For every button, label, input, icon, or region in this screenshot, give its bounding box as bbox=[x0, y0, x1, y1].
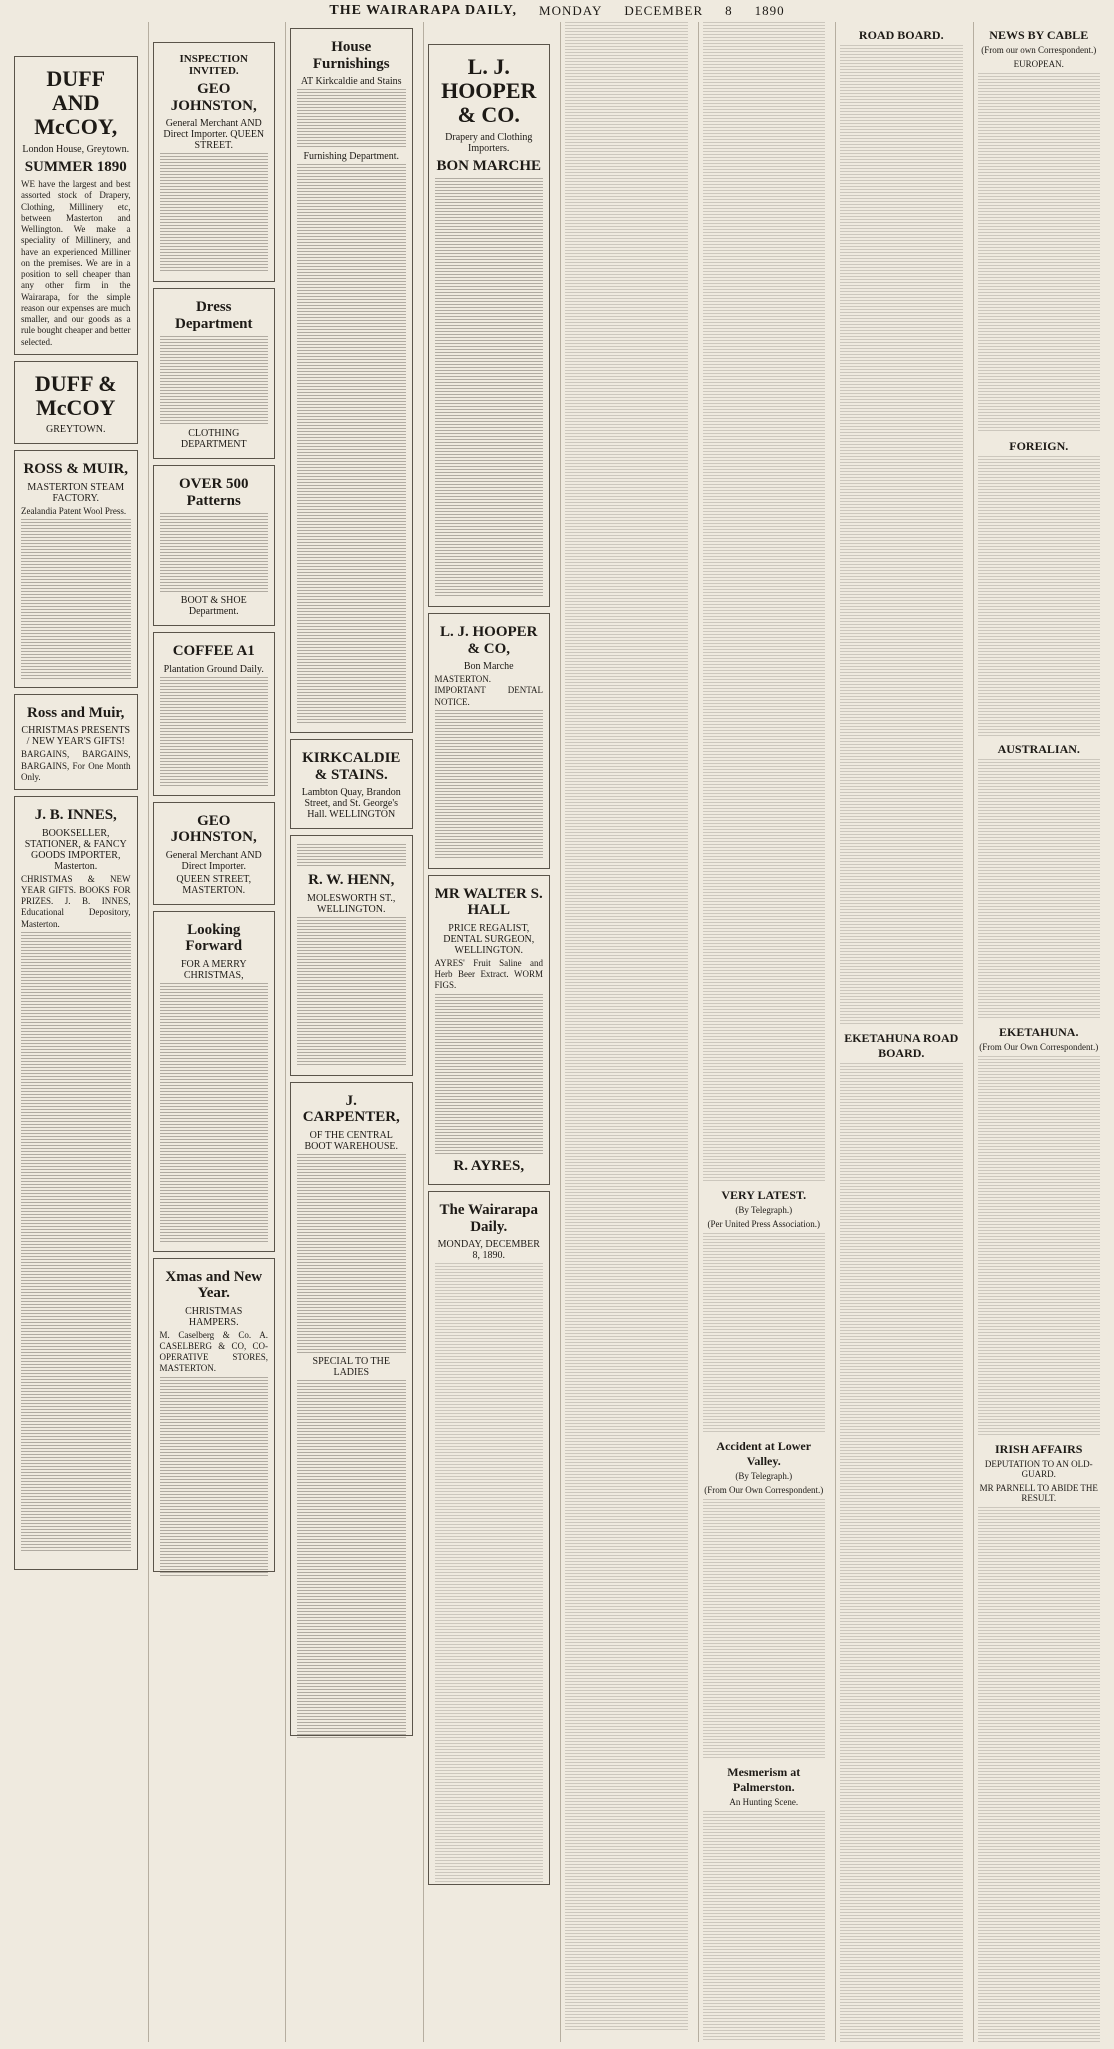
ad-house-furnishings bbox=[290, 28, 413, 733]
ad-innes-sub: BOOKSELLER, STATIONER, & FANCY GOODS IMPORTER, Masterton. bbox=[24, 827, 127, 872]
ad-duff-mccoy-footer bbox=[14, 361, 138, 444]
ad-duff-mccoy-text: WE have the largest and best assorted stock of Drapery, Clothing, Millinery etc, between Masterton and Wellington. We make a speciality of Millinery, and have an experienced Milliner on the premises. We are in a position to sell cheaper than any other firm in the Wairarapa, for the simple reason our expenses are much smaller, and our goods as a rule bought cheaper and better selected. bbox=[21, 179, 131, 347]
ad-geo-johnston-title: GEO JOHNSTON, bbox=[170, 81, 257, 114]
ad-carpenter-title: J. CARPENTER, bbox=[302, 1092, 400, 1125]
column-7 bbox=[835, 22, 967, 2042]
ad-kirkcaldie-stains bbox=[290, 739, 413, 829]
ad-ross-muir-2 bbox=[14, 694, 138, 790]
ad-henn-sub: MOLESWORTH ST., WELLINGTON. bbox=[307, 892, 396, 915]
ad-hooper-2-text: MASTERTON. IMPORTANT DENTAL NOTICE. bbox=[434, 674, 543, 707]
ad-geo-johnston-lines bbox=[160, 153, 269, 273]
ad-hooper-2-lines bbox=[435, 710, 544, 860]
ad-coffee-lines bbox=[160, 677, 269, 787]
ad-clothing-dept: CLOTHING DEPARTMENT bbox=[180, 428, 247, 450]
ad-boot-shoe: BOOT & SHOE Department. bbox=[180, 595, 247, 617]
ad-hooper-2-sub: Bon Marche bbox=[463, 661, 514, 673]
very-latest-assoc: (Per United Press Association.) bbox=[707, 1219, 820, 1229]
ad-carpenter bbox=[290, 1082, 413, 1736]
ad-geo-johnston-head: INSPECTION INVITED. bbox=[179, 53, 248, 77]
ad-coffee-sub: Plantation Ground Daily. bbox=[163, 663, 264, 675]
ad-looking-forward-title: Looking Forward bbox=[185, 921, 243, 954]
ad-hooper-title: L. J. HOOPER & CO. bbox=[441, 54, 537, 128]
ad-xmas-title: Xmas and New Year. bbox=[165, 1268, 263, 1301]
masthead-year: 1890 bbox=[754, 3, 785, 18]
accident-sub: (By Telegraph.) bbox=[735, 1471, 793, 1481]
ad-looking-forward bbox=[153, 911, 276, 1252]
ad-xmas-new-year bbox=[153, 1258, 276, 1572]
ad-xmas-lines bbox=[160, 1377, 269, 1577]
ad-hall-title: MR WALTER S. HALL bbox=[434, 885, 543, 919]
news-foreign-title: FOREIGN. bbox=[1009, 439, 1069, 453]
ad-geo-johnston-2-title: GEO JOHNSTON, bbox=[170, 812, 257, 845]
ad-xmas-sub: CHRISTMAS HAMPERS. bbox=[185, 1305, 243, 1328]
column-4 bbox=[423, 22, 555, 2042]
ad-innes-title: J. B. INNES, bbox=[34, 807, 117, 824]
ad-geo-johnston-2-sub: General Merchant AND Direct Importer. bbox=[165, 849, 262, 872]
ad-hooper-2-title: L. J. HOOPER & CO, bbox=[439, 624, 538, 657]
ad-ayres-lines bbox=[435, 994, 544, 1154]
ad-ayres-title: R. AYRES, bbox=[453, 1157, 525, 1174]
ad-ross-muir-title: ROSS & MUIR, bbox=[23, 461, 129, 478]
ad-hall-sub: PRICE REGALIST, DENTAL SURGEON, WELLINGTON. bbox=[443, 922, 535, 956]
page-masthead bbox=[10, 2, 1104, 20]
ad-carpenter-lines bbox=[297, 1154, 406, 1354]
ad-coffee-title: COFFEE A1 bbox=[172, 643, 255, 659]
ad-dress-dept-lines bbox=[160, 336, 269, 426]
ad-looking-forward-lines bbox=[160, 983, 269, 1243]
ad-dress-dept-title: Dress Department bbox=[175, 299, 253, 332]
ad-carpenter-lines-2 bbox=[297, 1380, 406, 1740]
masthead-date: 8 bbox=[725, 3, 733, 18]
article-body-c5 bbox=[565, 22, 688, 2030]
ad-dress-dept bbox=[153, 288, 276, 459]
ad-innes-lines bbox=[21, 932, 131, 1552]
ad-geo-johnston bbox=[153, 42, 276, 282]
eketahuna-road-board-body bbox=[840, 1063, 963, 2042]
ad-patterns bbox=[153, 465, 276, 626]
news-by-cable-title: NEWS BY CABLE bbox=[989, 28, 1089, 42]
eketahuna-road-board-title: EKETAHUNA ROAD BOARD. bbox=[844, 1031, 959, 1060]
ad-ross-muir-2-text: BARGAINS, BARGAINS, BARGAINS, For One Month Only. bbox=[21, 749, 131, 782]
irish-affairs-body bbox=[978, 1507, 1101, 2042]
ad-coffee bbox=[153, 632, 276, 796]
accident-title: Accident at Lower Valley. bbox=[716, 1439, 812, 1468]
ad-henn-lines-top bbox=[297, 844, 406, 868]
ad-house-furnishings-sub: AT Kirkcaldie and Stains bbox=[300, 76, 402, 87]
very-latest-body bbox=[703, 1233, 826, 1433]
news-australian-body bbox=[978, 759, 1101, 1019]
editorial-masthead bbox=[428, 1191, 551, 1885]
ad-patterns-title: OVER 500 Patterns bbox=[178, 476, 249, 509]
ad-innes bbox=[14, 796, 138, 1570]
ad-henn bbox=[290, 835, 413, 1076]
column-6 bbox=[698, 22, 830, 2042]
ad-house-furnishings-lines-2 bbox=[297, 164, 406, 724]
news-european: EUROPEAN. bbox=[1013, 59, 1064, 69]
ad-ross-muir-2-sub: CHRISTMAS PRESENTS / NEW YEAR'S GIFTS! bbox=[21, 725, 131, 748]
ad-carpenter-sub: OF THE CENTRAL BOOT WAREHOUSE. bbox=[304, 1129, 399, 1152]
road-board-body bbox=[840, 45, 963, 1025]
ad-hooper bbox=[428, 44, 551, 607]
masthead-month: DECEMBER bbox=[624, 3, 704, 18]
ad-kirkcaldie-sub: Lambton Quay, Brandon Street, and St. George's Hall. WELLINGTON bbox=[301, 787, 401, 820]
ad-geo-johnston-2 bbox=[153, 802, 276, 905]
ad-ross-muir-sub: MASTERTON STEAM FACTORY. bbox=[27, 481, 125, 504]
ad-house-furnishings-title: House Furnishings bbox=[312, 39, 390, 72]
ad-hall-text: AYRES' Fruit Saline and Herb Beer Extract. WORM FIGS. bbox=[434, 957, 543, 991]
ad-house-furnishings-lines bbox=[297, 89, 406, 149]
irish-affairs-sub-2: MR PARNELL TO ABIDE THE RESULT. bbox=[979, 1483, 1098, 1503]
ad-hall-ayres bbox=[428, 875, 551, 1185]
ad-hooper-2 bbox=[428, 613, 551, 869]
accident-body bbox=[703, 1499, 826, 1759]
accident-source: (From Our Own Correspondent.) bbox=[704, 1485, 824, 1495]
ad-geo-johnston-2-addr: QUEEN STREET, MASTERTON. bbox=[176, 873, 252, 896]
news-by-cable-sub: (From our own Correspondent.) bbox=[981, 45, 1097, 55]
news-european-body bbox=[978, 73, 1101, 433]
column-3 bbox=[285, 22, 417, 2042]
editorial-date: MONDAY, DECEMBER 8, 1890. bbox=[437, 1239, 540, 1262]
ad-ross-muir bbox=[14, 450, 138, 688]
ad-kirkcaldie-title: KIRKCALDIE & STAINS. bbox=[302, 750, 401, 783]
article-body-c6-top bbox=[703, 22, 826, 1182]
ad-duff-mccoy bbox=[14, 56, 138, 355]
column-1 bbox=[10, 22, 142, 2042]
ad-duff-mccoy-headline: SUMMER 1890 bbox=[24, 158, 127, 175]
ad-hooper-sub: Drapery and Clothing Importers. bbox=[445, 131, 533, 154]
ad-henn-lines bbox=[297, 917, 406, 1067]
ad-duff-mccoy-title: DUFF AND McCOY, bbox=[34, 66, 118, 140]
ad-patterns-lines bbox=[160, 513, 269, 593]
ad-hooper-lines bbox=[435, 178, 544, 598]
column-2 bbox=[148, 22, 280, 2042]
irish-affairs-sub: DEPUTATION TO AN OLD-GUARD. bbox=[984, 1459, 1093, 1479]
ad-carpenter-special: SPECIAL TO THE LADIES bbox=[312, 1355, 390, 1378]
editorial-title: The Wairarapa Daily. bbox=[439, 1202, 538, 1235]
ad-furnishing-dept: Furnishing Department. bbox=[303, 151, 400, 162]
mesmerism-sub: An Hunting Scene. bbox=[729, 1797, 799, 1807]
paper-title: THE WAIRARAPA DAILY, bbox=[329, 3, 518, 18]
ad-xmas-text: M. Caselberg & Co. A. CASELBERG & CO, CO-OPERATIVE STORES, MASTERTON. bbox=[159, 1329, 268, 1374]
ad-henn-title: R. W. HENN, bbox=[308, 872, 395, 888]
ad-duff-mccoy-sub: London House, Greytown. bbox=[22, 143, 130, 155]
ad-hooper-bon-marche: BON MARCHE bbox=[436, 157, 542, 174]
ad-ross-muir-lines bbox=[21, 519, 131, 679]
road-board-title: ROAD BOARD. bbox=[858, 28, 944, 42]
news-eketahuna-sub: (From Our Own Correspondent.) bbox=[979, 1042, 1099, 1052]
news-australian-title: AUSTRALIAN. bbox=[997, 742, 1080, 756]
very-latest-sub: (By Telegraph.) bbox=[735, 1205, 793, 1215]
ad-looking-forward-sub: FOR A MERRY CHRISTMAS, bbox=[180, 958, 247, 981]
column-5 bbox=[560, 22, 692, 2042]
news-foreign-body bbox=[978, 456, 1101, 736]
news-eketahuna-title: EKETAHUNA. bbox=[999, 1025, 1079, 1039]
irish-affairs-title: IRISH AFFAIRS bbox=[995, 1442, 1083, 1456]
column-8 bbox=[973, 22, 1105, 2042]
ad-innes-text: CHRISTMAS & NEW YEAR GIFTS. BOOKS FOR PRIZES. J. B. INNES, Educational Depository, Masterton. bbox=[21, 873, 131, 929]
mesmerism-body bbox=[703, 1811, 826, 2042]
ad-duff-mccoy-footer-sub: GREYTOWN. bbox=[45, 424, 106, 436]
masthead-day: MONDAY bbox=[539, 3, 603, 18]
news-eketahuna-body bbox=[978, 1056, 1101, 1436]
very-latest-title: VERY LATEST. bbox=[721, 1188, 807, 1202]
ad-ross-muir-text: Zealandia Patent Wool Press. bbox=[21, 505, 127, 516]
ad-geo-johnston-sub: General Merchant AND Direct Importer. QUEEN STREET. bbox=[163, 118, 265, 151]
ad-duff-mccoy-footer-title: DUFF & McCOY bbox=[34, 370, 117, 420]
columns-grid bbox=[10, 22, 1104, 2042]
editorial-body bbox=[435, 1263, 544, 1883]
ad-ross-muir-2-title: Ross and Muir, bbox=[27, 704, 125, 721]
mesmerism-title: Mesmerism at Palmerston. bbox=[727, 1765, 801, 1794]
